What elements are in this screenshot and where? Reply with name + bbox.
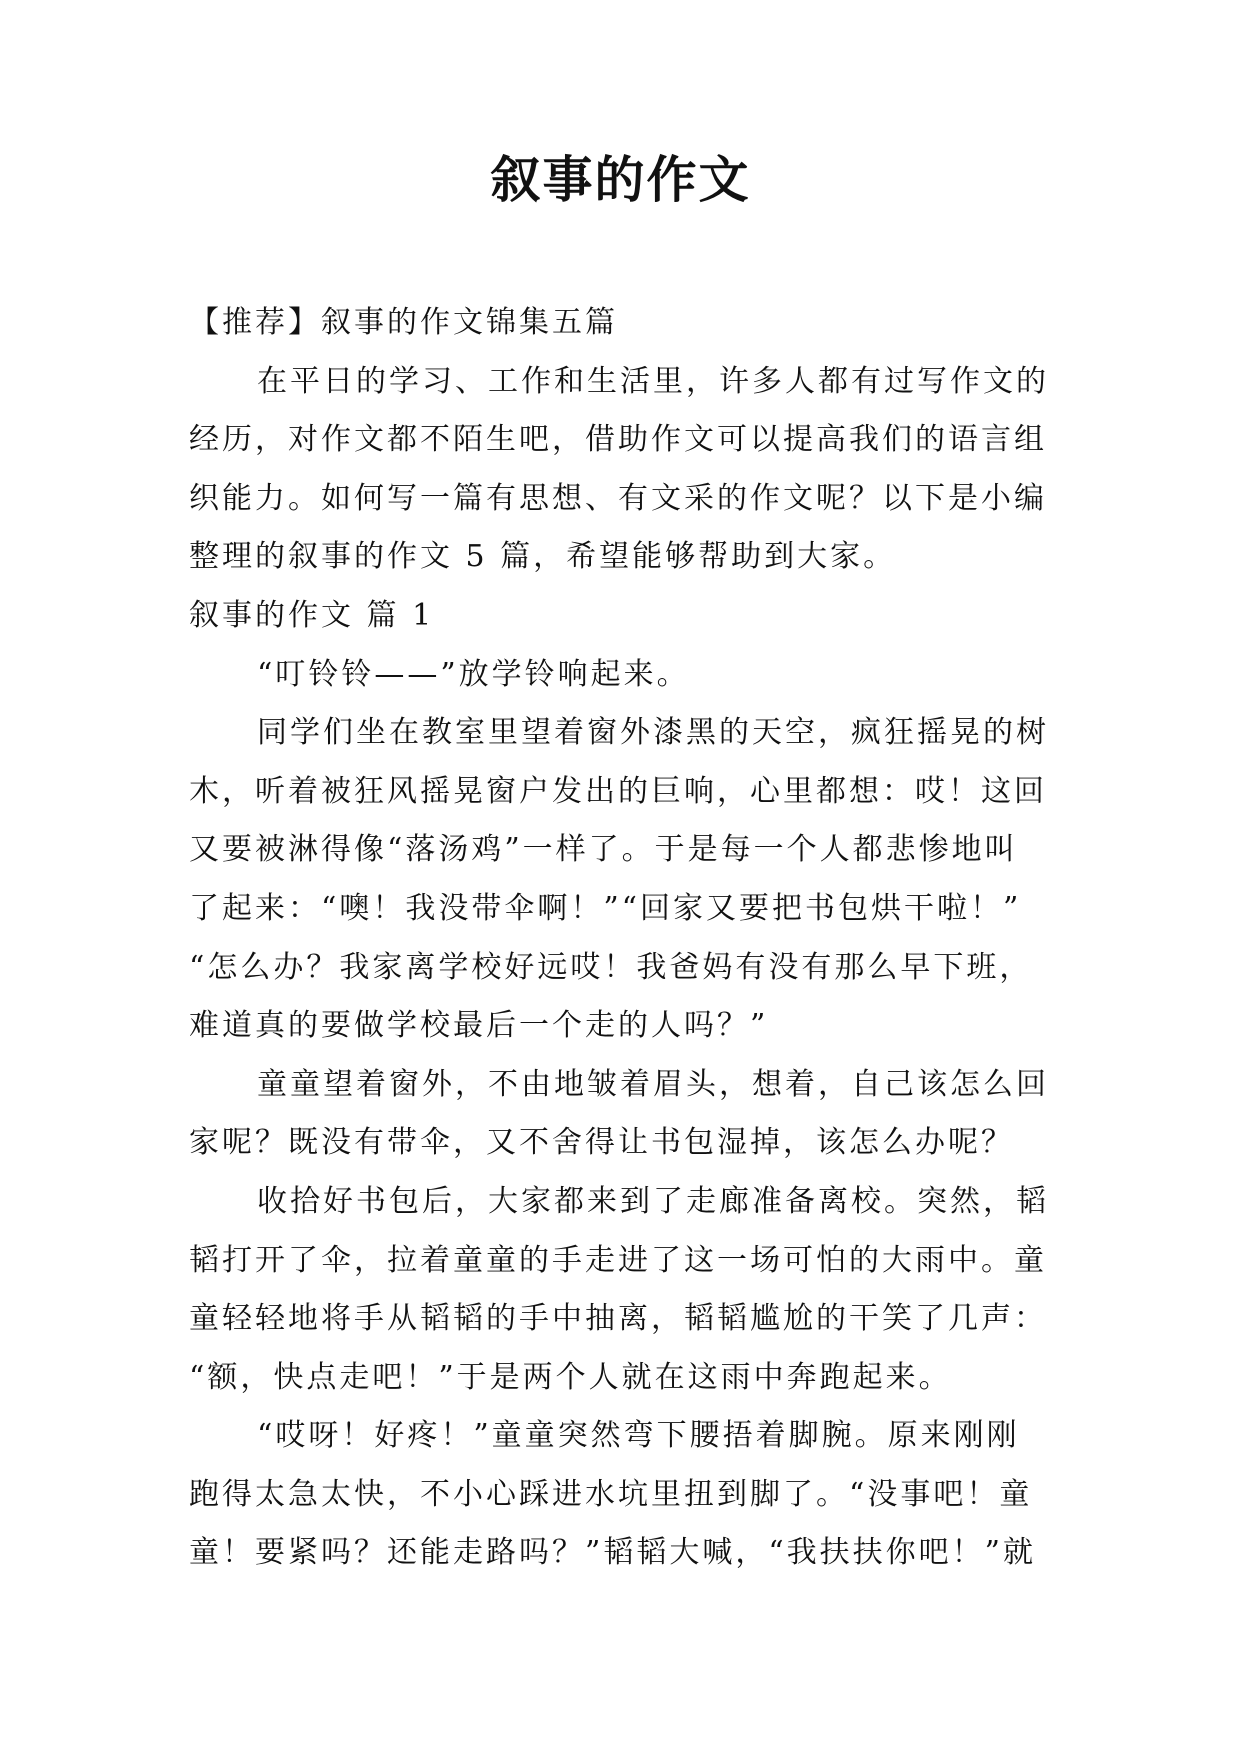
text-line: 韬打开了伞，拉着童童的手走进了这一场可怕的大雨中。童 (189, 1242, 1047, 1278)
text-line: 童！要紧吗？还能走路吗？”韬韬大喊，“我扶扶你吧！”就 (189, 1535, 1037, 1571)
text-line: “额，快点走吧！”于是两个人就在这雨中奔跑起来。 (189, 1359, 952, 1395)
text-line: 了起来：“噢！我没带伞啊！”“回家又要把书包烘干啦！” (189, 890, 1022, 926)
text-line: 家呢？既没有带伞，又不舍得让书包湿掉，该怎么办呢？ (189, 1125, 1014, 1161)
text-line: 童轻轻地将手从韬韬的手中抽离，韬韬尴尬的干笑了几声： (189, 1301, 1047, 1337)
text-line: “怎么办？我家离学校好远哎！我爸妈有没有那么早下班， (189, 949, 1033, 985)
text-line: 难道真的要做学校最后一个走的人吗？” (189, 1008, 769, 1044)
text-line: “哎呀！好疼！”童童突然弯下腰捂着脚腕。原来刚刚 (257, 1418, 1020, 1454)
text-line: 又要被淋得像“落汤鸡”一样了。于是每一个人都悲惨地叫 (189, 832, 1018, 868)
text-line: 同学们坐在教室里望着窗外漆黑的天空，疯狂摇晃的树 (257, 715, 1049, 751)
text-line: 在平日的学习、工作和生活里，许多人都有过写作文的 (257, 363, 1049, 399)
text-line: “叮铃铃——”放学铃响起来。 (257, 656, 690, 692)
document-body (189, 294, 1069, 1583)
text-line: 叙事的作文 篇 1 (189, 597, 435, 633)
text-line: 整理的叙事的作文 5 篇，希望能够帮助到大家。 (189, 539, 897, 575)
text-line: 跑得太急太快，不小心踩进水坑里扭到脚了。“没事吧！童 (189, 1476, 1033, 1512)
text-line: 织能力。如何写一篇有思想、有文采的作文呢？以下是小编 (189, 480, 1047, 516)
text-line: 童童望着窗外，不由地皱着眉头，想着，自己该怎么回 (257, 1066, 1049, 1102)
document-title: 叙事的作文 (490, 150, 751, 209)
text-line: 木，听着被狂风摇晃窗户发出的巨响，心里都想：哎！这回 (189, 773, 1047, 809)
text-line: 收拾好书包后，大家都来到了走廊准备离校。突然，韬 (257, 1183, 1049, 1219)
text-line: 经历，对作文都不陌生吧，借助作文可以提高我们的语言组 (189, 422, 1047, 458)
text-line: 【推荐】叙事的作文锦集五篇 (189, 305, 618, 340)
